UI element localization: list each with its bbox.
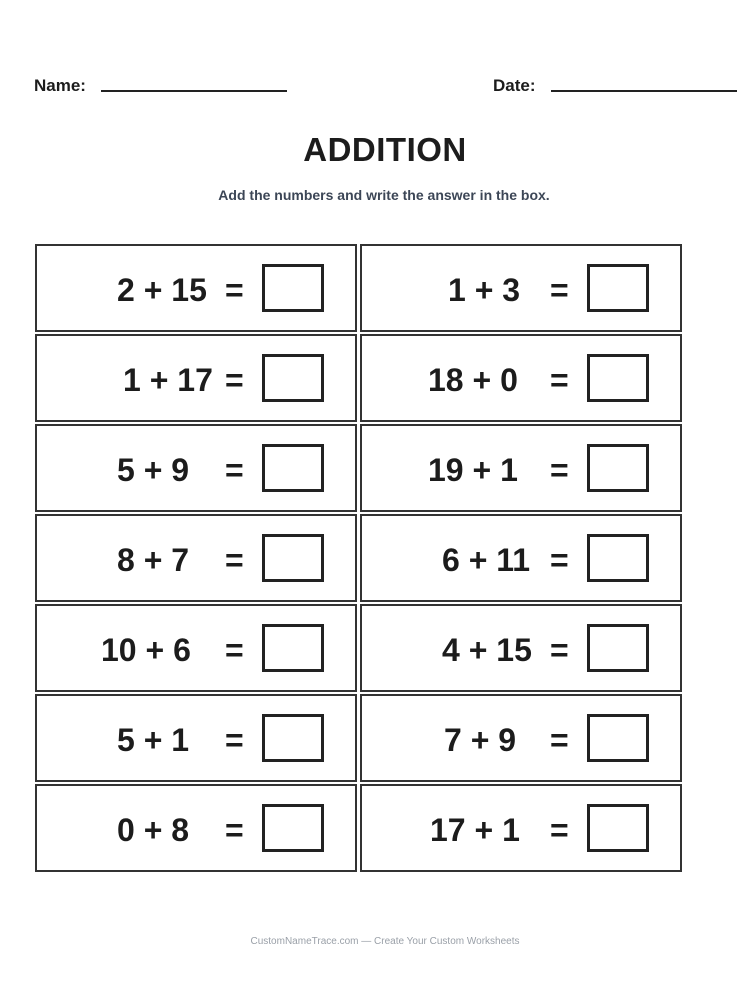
problem-expression: 5 + 1 <box>117 722 190 758</box>
problem-cell <box>35 694 357 782</box>
problem-cell <box>360 604 682 692</box>
instruction-text: Add the numbers and write the answer in the box. <box>218 187 550 203</box>
problem-cell <box>35 604 357 692</box>
answer-box[interactable] <box>587 264 649 312</box>
equals-sign: = <box>225 362 244 398</box>
answer-box[interactable] <box>262 444 324 492</box>
problem-cell <box>35 424 357 512</box>
problem-expression: 10 + 6 <box>101 632 191 668</box>
answer-box[interactable] <box>587 804 649 852</box>
answer-box[interactable] <box>587 624 649 672</box>
equals-sign: = <box>550 452 569 488</box>
equals-sign: = <box>225 722 244 758</box>
name-line[interactable] <box>101 90 287 92</box>
answer-box[interactable] <box>587 354 649 402</box>
problem-expression: 19 + 1 <box>428 452 518 488</box>
problem-expression: 5 + 9 <box>117 452 190 488</box>
equals-sign: = <box>225 272 244 308</box>
answer-box[interactable] <box>587 534 649 582</box>
equals-sign: = <box>225 632 244 668</box>
worksheet-title: ADDITION <box>303 131 467 168</box>
problem-cell <box>35 334 357 422</box>
problem-cell <box>360 424 682 512</box>
problem-cell <box>35 784 357 872</box>
problem-expression: 4 + 15 <box>442 632 532 668</box>
equals-sign: = <box>225 812 244 848</box>
problem-cell <box>360 514 682 602</box>
problem-expression: 6 + 11 <box>442 542 531 578</box>
problem-expression: 0 + 8 <box>117 812 190 848</box>
equals-sign: = <box>225 542 244 578</box>
problem-grid <box>35 244 683 872</box>
date-line[interactable] <box>551 90 737 92</box>
problem-expression: 18 + 0 <box>428 362 518 398</box>
problem-cell <box>360 244 682 332</box>
footer-credit: CustomNameTrace.com — Create Your Custom Worksheets <box>250 936 520 947</box>
problem-expression: 2 + 15 <box>117 272 207 308</box>
equals-sign: = <box>225 452 244 488</box>
equals-sign: = <box>550 812 569 848</box>
answer-box[interactable] <box>262 714 324 762</box>
problem-expression: 1 + 3 <box>448 272 521 308</box>
answer-box[interactable] <box>262 354 324 402</box>
equals-sign: = <box>550 272 569 308</box>
equals-sign: = <box>550 632 569 668</box>
problem-expression: 7 + 9 <box>444 722 517 758</box>
problem-expression: 1 + 17 <box>123 362 213 398</box>
problem-cell <box>360 694 682 782</box>
problem-cell <box>360 334 682 422</box>
equals-sign: = <box>550 542 569 578</box>
answer-box[interactable] <box>262 534 324 582</box>
answer-box[interactable] <box>587 714 649 762</box>
equals-sign: = <box>550 722 569 758</box>
answer-box[interactable] <box>262 804 324 852</box>
answer-box[interactable] <box>587 444 649 492</box>
problem-expression: 8 + 7 <box>117 542 190 578</box>
problem-cell <box>35 244 357 332</box>
answer-box[interactable] <box>262 624 324 672</box>
equals-sign: = <box>550 362 569 398</box>
problem-cell <box>35 514 357 602</box>
date-label: Date: <box>493 76 536 95</box>
problem-cell <box>360 784 682 872</box>
name-label: Name: <box>34 76 86 95</box>
answer-box[interactable] <box>262 264 324 312</box>
problem-expression: 17 + 1 <box>430 812 520 848</box>
